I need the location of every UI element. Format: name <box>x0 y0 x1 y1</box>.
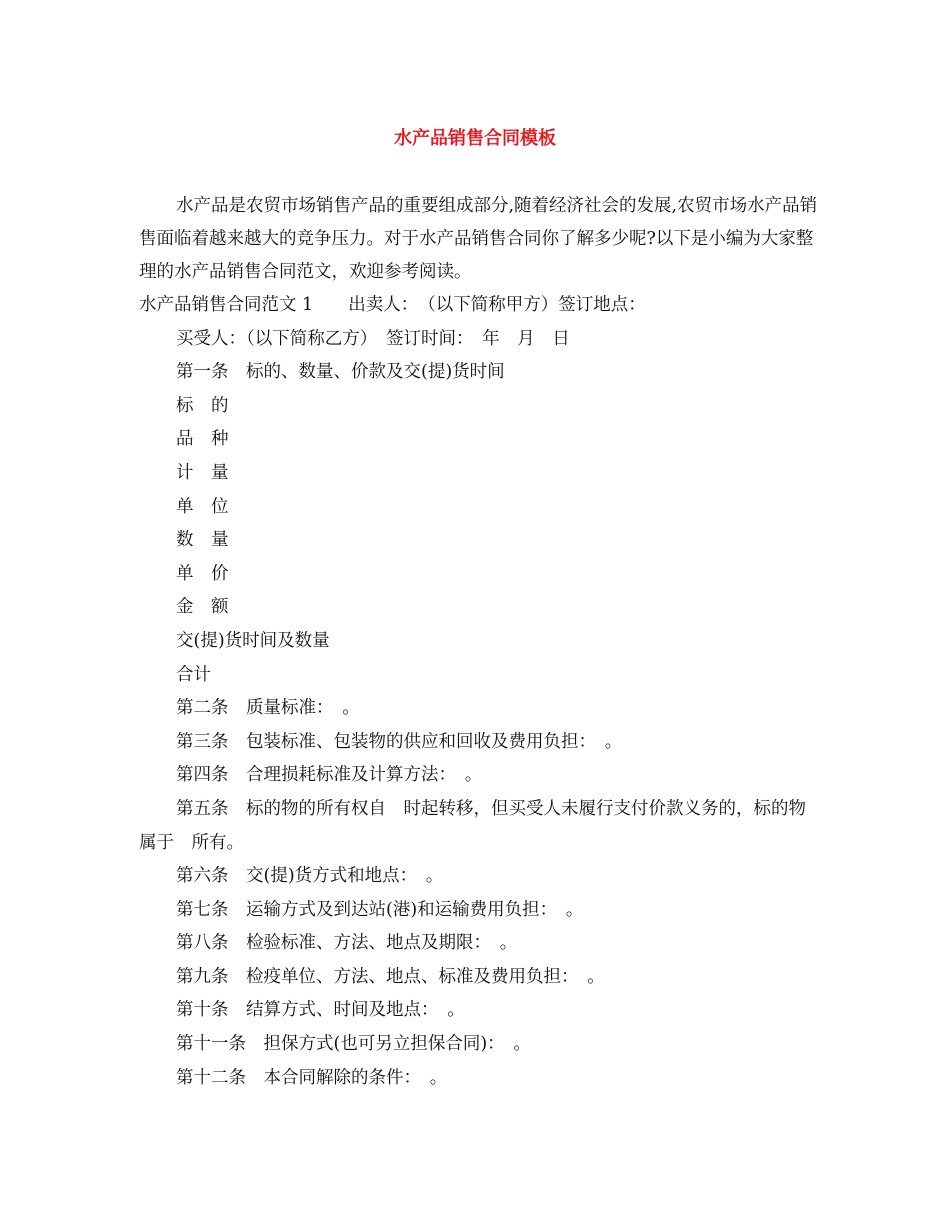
contract-line: 第二条 质量标准： 。 <box>176 698 360 719</box>
contract-line: 单 价 <box>176 563 229 584</box>
contract-line: 第十条 结算方式、时间及地点： 。 <box>176 1000 465 1021</box>
contract-line: 金 额 <box>176 597 229 618</box>
contract-line: 第四条 合理损耗标准及计算方法： 。 <box>176 765 483 786</box>
contract-line: 第一条 标的、数量、价款及交(提)货时间 <box>176 362 505 383</box>
contract-line: 合计 <box>176 664 211 685</box>
contract-line: 第十二条 本合同解除的条件： 。 <box>176 1067 448 1088</box>
contract-line: 水产品销售合同范文 1 出卖人： （以下简称甲方）签订地点： <box>139 295 646 315</box>
contract-line: 标 的 <box>176 395 229 416</box>
contract-line: 买受人：（以下简称乙方） 签订时间： 年 月 日 <box>176 328 570 349</box>
contract-line: 第八条 检验标准、方法、地点及期限： 。 <box>176 933 518 954</box>
contract-line: 第十一条 担保方式(也可另立担保合同)： 。 <box>176 1034 531 1055</box>
contract-line: 数 量 <box>176 530 229 551</box>
contract-line: 品 种 <box>176 429 229 450</box>
contract-line: 第九条 检疫单位、方法、地点、标准及费用负担： 。 <box>176 966 605 987</box>
contract-line: 交(提)货时间及数量 <box>176 630 330 651</box>
contract-line: 计 量 <box>176 462 229 483</box>
contract-line: 第五条 标的物的所有权自 时起转移，但买受人未履行支付价款义务的，标的物属于 所有。 <box>139 798 806 853</box>
document-title: 水产品销售合同模板 <box>394 128 556 149</box>
contract-line: 第六条 交(提)货方式和地点： 。 <box>176 866 444 887</box>
intro-paragraph: 水产品是农贸市场销售产品的重要组成部分,随着经济社会的发展,农贸市场水产品销售面临着越来越大的竞争压力。对于水产品销售合同你了解多少呢?以下是小编为大家整理的水产品销售合同范文，欢迎参考阅读。 <box>139 196 818 282</box>
document-body <box>139 190 819 1095</box>
contract-line: 第三条 包装标准、包装物的供应和回收及费用负担： 。 <box>176 731 623 752</box>
contract-line: 单 位 <box>176 496 229 517</box>
contract-line: 第七条 运输方式及到达站(港)和运输费用负担： 。 <box>176 899 584 920</box>
